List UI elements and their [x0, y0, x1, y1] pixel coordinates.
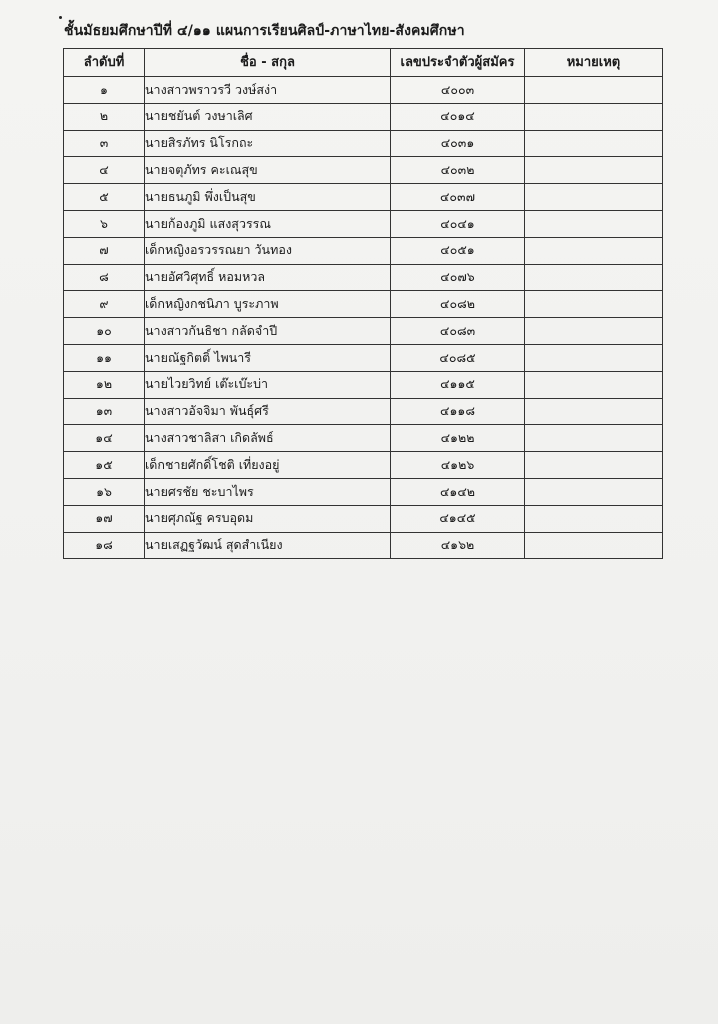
- table-row: [64, 505, 663, 532]
- header-name: ชื่อ - สกุล: [145, 49, 391, 77]
- remarks-cell: [525, 344, 663, 371]
- applicant-id: ๔๐๘๓: [391, 318, 525, 345]
- row-number: ๑๐: [64, 318, 145, 345]
- student-name: นายเสฏฐวัฒน์ สุดสำเนียง: [145, 532, 391, 559]
- student-name: นายก้องภูมิ แสงสุวรรณ: [145, 210, 391, 237]
- student-name: เด็กชายศักดิ์โชติ เที่ยงอยู่: [145, 452, 391, 479]
- table-row: [64, 184, 663, 211]
- applicant-id: ๔๑๑๘: [391, 398, 525, 425]
- remarks-cell: [525, 371, 663, 398]
- row-number: ๑๒: [64, 371, 145, 398]
- remarks-cell: [525, 532, 663, 559]
- applicant-id: ๔๐๘๒: [391, 291, 525, 318]
- header-applicant-id: เลขประจำตัวผู้สมัคร: [391, 49, 525, 77]
- student-name: นางสาวอัจจิมา พันธุ์ศรี: [145, 398, 391, 425]
- row-number: ๑: [64, 77, 145, 104]
- student-name: นางสาวพราวรวี วงษ์สง่า: [145, 77, 391, 104]
- student-name: นายศุภณัฐ ครบอุดม: [145, 505, 391, 532]
- table-row: [64, 318, 663, 345]
- row-number: ๙: [64, 291, 145, 318]
- student-name: นายชยันต์ วงษาเลิศ: [145, 103, 391, 130]
- bullet-mark: [59, 16, 62, 19]
- row-number: ๘: [64, 264, 145, 291]
- remarks-cell: [525, 103, 663, 130]
- row-number: ๑๑: [64, 344, 145, 371]
- row-number: ๔: [64, 157, 145, 184]
- student-name: นายธนภูมิ พึ่งเป็นสุข: [145, 184, 391, 211]
- table-row: [64, 237, 663, 264]
- table-body: [64, 77, 663, 559]
- student-name: นางสาวกันธิชา กลัดจำปี: [145, 318, 391, 345]
- row-number: ๖: [64, 210, 145, 237]
- row-number: ๑๘: [64, 532, 145, 559]
- applicant-id: ๔๑๒๒: [391, 425, 525, 452]
- table-row: [64, 452, 663, 479]
- row-number: ๕: [64, 184, 145, 211]
- remarks-cell: [525, 157, 663, 184]
- applicant-id: ๔๐๐๓: [391, 77, 525, 104]
- table-row: [64, 371, 663, 398]
- remarks-cell: [525, 505, 663, 532]
- remarks-cell: [525, 210, 663, 237]
- applicant-id: ๔๐๕๑: [391, 237, 525, 264]
- remarks-cell: [525, 77, 663, 104]
- remarks-cell: [525, 184, 663, 211]
- applicant-id: ๔๐๓๗: [391, 184, 525, 211]
- remarks-cell: [525, 291, 663, 318]
- student-name: นายณัฐกิตติ์ ไพนารี: [145, 344, 391, 371]
- table-row: [64, 398, 663, 425]
- remarks-cell: [525, 237, 663, 264]
- student-name: นายไวยวิทย์ เต๊ะเบ๊ะบ่า: [145, 371, 391, 398]
- table-row: [64, 210, 663, 237]
- applicant-id: ๔๑๔๒: [391, 478, 525, 505]
- table-row: [64, 425, 663, 452]
- table-row: [64, 157, 663, 184]
- remarks-cell: [525, 130, 663, 157]
- header-remarks: หมายเหตุ: [525, 49, 663, 77]
- applicant-id: ๔๑๒๖: [391, 452, 525, 479]
- applicant-id: ๔๐๔๑: [391, 210, 525, 237]
- table-row: [64, 291, 663, 318]
- student-name: นายจตุภัทร คะเณสุข: [145, 157, 391, 184]
- table-row: [64, 532, 663, 559]
- row-number: ๑๗: [64, 505, 145, 532]
- row-number: ๑๕: [64, 452, 145, 479]
- table-row: [64, 478, 663, 505]
- applicant-id: ๔๑๖๒: [391, 532, 525, 559]
- table-header-row: [64, 49, 663, 77]
- student-name: เด็กหญิงอรวรรณยา วันทอง: [145, 237, 391, 264]
- table-row: [64, 344, 663, 371]
- student-roster-table: [63, 48, 663, 559]
- applicant-id: ๔๐๓๑: [391, 130, 525, 157]
- row-number: ๑๔: [64, 425, 145, 452]
- remarks-cell: [525, 478, 663, 505]
- student-name: นายสิรภัทร นิโรกถะ: [145, 130, 391, 157]
- applicant-id: ๔๐๗๖: [391, 264, 525, 291]
- remarks-cell: [525, 398, 663, 425]
- table-row: [64, 130, 663, 157]
- student-name: เด็กหญิงกชนิภา บูระภาพ: [145, 291, 391, 318]
- applicant-id: ๔๐๘๕: [391, 344, 525, 371]
- row-number: ๓: [64, 130, 145, 157]
- applicant-id: ๔๑๔๕: [391, 505, 525, 532]
- row-number: ๗: [64, 237, 145, 264]
- student-name: นายศรชัย ชะบาไพร: [145, 478, 391, 505]
- table-row: [64, 77, 663, 104]
- student-name: นายอัศวิศุทธิ์ หอมหวล: [145, 264, 391, 291]
- remarks-cell: [525, 264, 663, 291]
- remarks-cell: [525, 452, 663, 479]
- applicant-id: ๔๑๑๕: [391, 371, 525, 398]
- header-number: ลำดับที่: [64, 49, 145, 77]
- row-number: ๑๓: [64, 398, 145, 425]
- remarks-cell: [525, 318, 663, 345]
- row-number: ๒: [64, 103, 145, 130]
- applicant-id: ๔๐๓๒: [391, 157, 525, 184]
- student-name: นางสาวชาลิสา เกิดลัพธ์: [145, 425, 391, 452]
- table-row: [64, 103, 663, 130]
- page-title: ชั้นมัธยมศึกษาปีที่ ๔/๑๑ แผนการเรียนศิลป์-ภาษาไทย-สังคมศึกษา: [64, 23, 465, 39]
- remarks-cell: [525, 425, 663, 452]
- row-number: ๑๖: [64, 478, 145, 505]
- table-row: [64, 264, 663, 291]
- applicant-id: ๔๐๑๔: [391, 103, 525, 130]
